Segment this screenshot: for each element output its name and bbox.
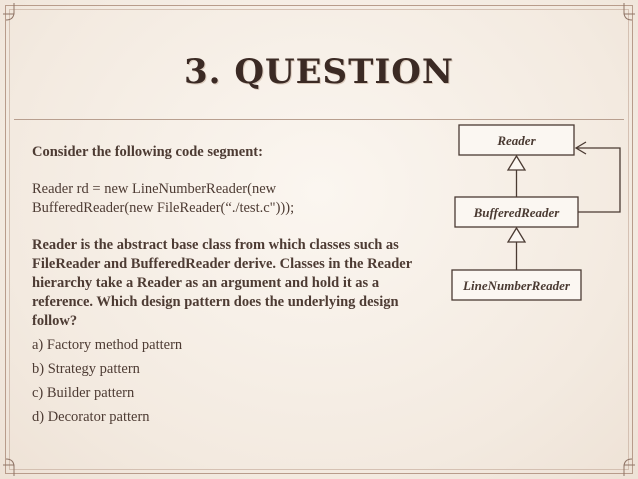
- option-a: a) Factory method pattern: [32, 337, 183, 353]
- buffered-reader-label: BufferedReader: [473, 205, 560, 220]
- option-d: d) Decorator pattern: [32, 409, 150, 425]
- slide-title: 3. QUESTION: [184, 52, 454, 92]
- code-line-2: BufferedReader(new FileReader(“./test.c")));: [32, 200, 295, 216]
- line-number-reader-label: LineNumberReader: [463, 278, 570, 293]
- option-c: c) Builder pattern: [32, 385, 135, 401]
- question-intro: Consider the following code segment:: [32, 144, 263, 160]
- code-line-1: Reader rd = new LineNumberReader(new: [32, 181, 277, 197]
- option-b: b) Strategy pattern: [32, 361, 140, 377]
- reader-label: Reader: [497, 133, 536, 148]
- question-prompt: Reader is the abstract base class from which classes such as FileReader and BufferedReader derive. Classes in the Reader hierarchy take a Reader as an argument and hold it as a reference. Which design pattern does the underlying design follow?: [32, 237, 412, 329]
- class-diagram: [440, 118, 630, 308]
- question-body: [32, 143, 442, 427]
- inheritance-arrow-icon: [508, 228, 525, 242]
- inheritance-arrow-icon: [508, 156, 525, 170]
